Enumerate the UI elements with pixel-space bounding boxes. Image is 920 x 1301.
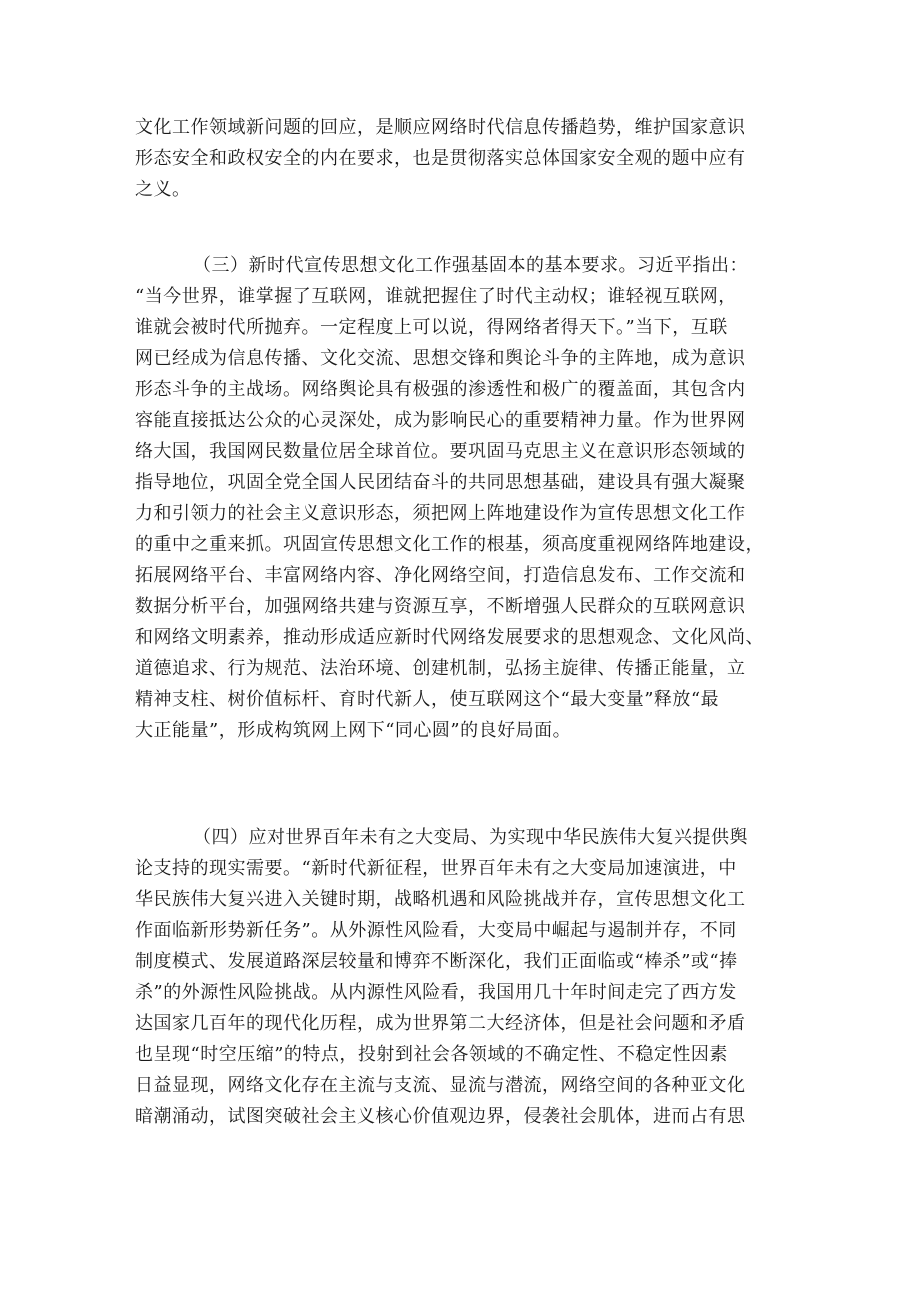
paragraph-2: [135, 250, 793, 777]
paragraph-line: 也呈现“时空压缩”的特点，投射到社会各领域的不确定性、不稳定性因素: [135, 1044, 728, 1065]
paragraph-line: 作面临新形势新任务”。从外源性风险看，大变局中崛起与遏制并存，不同: [135, 920, 737, 941]
paragraph-line: 文化工作领域新问题的回应，是顺应网络时代信息传播趋势，维护国家意识: [135, 117, 746, 138]
paragraph-line: 指导地位，巩固全党全国人民团结奋斗的共同思想基础，建设具有强大凝聚: [135, 472, 746, 493]
paragraph-line: 暗潮涌动，试图突破社会主义核心价值观边界，侵袭社会肌体，进而占有思: [135, 1106, 746, 1127]
paragraph-line: 达国家几百年的现代化历程，成为世界第二大经济体，但是社会问题和矛盾: [135, 1013, 746, 1034]
paragraph-line: 大正能量”，形成构筑网上网下“同心圆”的良好局面。: [135, 720, 572, 741]
paragraph-line: “当今世界，谁掌握了互联网，谁就把握住了时代主动权；谁轻视互联网，: [135, 286, 737, 307]
paragraph-line: 数据分析平台，加强网络共建与资源互享，不断增强人民群众的互联网意识: [135, 596, 746, 617]
paragraph-line: 力和引领力的社会主义意识形态，须把网上阵地建设作为宣传思想文化工作: [135, 503, 746, 524]
paragraph-line: 谁就会被时代所抛弃。一定程度上可以说，得网络者得天下。”当下，互联: [135, 317, 728, 338]
paragraph-line: [135, 1132, 793, 1163]
paragraph-line: 容能直接抵达公众的心灵深处，成为影响民心的重要精神力量。作为世界网: [135, 410, 746, 431]
paragraph-line: 道德追求、行为规范、法治环境、创建机制，弘扬主旋律、传播正能量，立: [135, 658, 746, 679]
paragraph-line: 精神支柱、树价值标杆、育时代新人，使互联网这个“最大变量”释放“最: [135, 689, 720, 710]
paragraph-line: 和网络文明素养，推动形成适应新时代网络发展要求的思想观念、文化风尚、: [135, 627, 764, 648]
paragraph-1: [135, 112, 793, 205]
paragraph-line: 的重中之重来抓。巩固宣传思想文化工作的根基，须高度重视网络阵地建设，: [135, 534, 764, 555]
paragraph-line: 之义。: [135, 179, 191, 200]
paragraph-line: [135, 746, 793, 777]
paragraph-line: 杀”的外源性风险挑战。从内源性风险看，我国用几十年时间走完了西方发: [135, 982, 737, 1003]
paragraph-3: [135, 822, 793, 1163]
paragraph-line: 论支持的现实需要。“新时代新征程，世界百年未有之大变局加速演进，中: [135, 858, 737, 879]
paragraph-line: 形态安全和政权安全的内在要求，也是贯彻落实总体国家安全观的题中应有: [135, 148, 746, 169]
paragraph-line: 网已经成为信息传播、文化交流、思想交锋和舆论斗争的主阵地，成为意识: [135, 348, 746, 369]
paragraph-line: 制度模式、发展道路深层较量和博弈不断深化，我们正面临或“棒杀”或“捧: [135, 951, 738, 972]
paragraph-line: 日益显现，网络文化存在主流与支流、显流与潜流，网络空间的各种亚文化: [135, 1075, 746, 1096]
paragraph-line: 络大国，我国网民数量位居全球首位。要巩固马克思主义在意识形态领域的: [135, 441, 746, 462]
paragraph-line: （三）新时代宣传思想文化工作强基固本的基本要求。习近平指出：: [193, 255, 748, 276]
paragraph-line: 华民族伟大复兴进入关键时期，战略机遇和风险挑战并存，宣传思想文化工: [135, 889, 746, 910]
paragraph-line: （四）应对世界百年未有之大变局、为实现中华民族伟大复兴提供舆: [193, 827, 748, 848]
paragraph-line: 拓展网络平台、丰富网络内容、净化网络空间，打造信息发布、工作交流和: [135, 565, 746, 586]
paragraph-line: 形态斗争的主战场。网络舆论具有极强的渗透性和极广的覆盖面，其包含内: [135, 379, 746, 400]
